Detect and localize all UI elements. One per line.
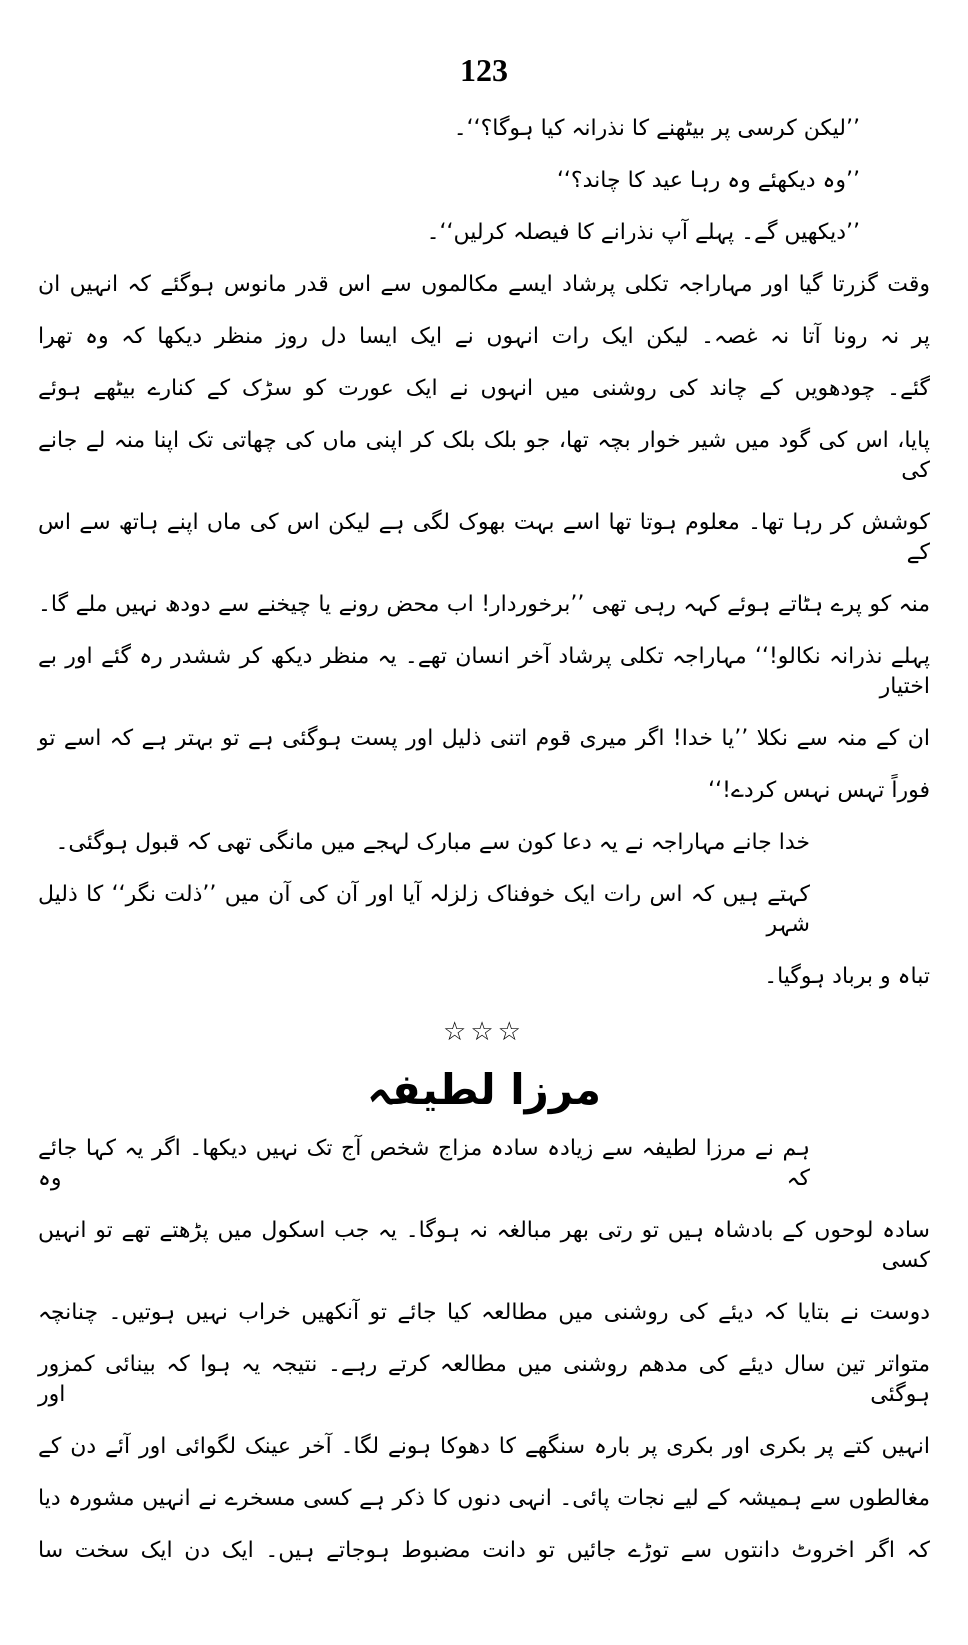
paragraph-line: خدا جانے مہاراجہ نے یہ دعا کون سے مبارک لہجے میں مانگی تھی کہ قبول ہوگئی۔ <box>55 830 810 855</box>
paragraph-line: کہ اگر اخروٹ دانتوں سے توڑے جائیں تو دانت مضبوط ہوجاتے ہیں۔ ایک دن ایک سخت سا <box>38 1538 930 1563</box>
paragraph-line: فوراً تہس نہس کردے!‘‘ <box>708 778 930 803</box>
paragraph-line: متواتر تین سال دیئے کی مدھم روشنی میں مطالعہ کرتے رہے۔ نتیجہ یہ ہوا کہ بینائی کمزور ہوگئی اور <box>38 1352 930 1407</box>
paragraph-line: گئے۔ چودھویں کے چاند کی روشنی میں انہوں نے ایک عورت کو سڑک کے کنارے بیٹھے ہوئے <box>38 376 930 401</box>
paragraph-line: کہتے ہیں کہ اس رات ایک خوفناک زلزلہ آیا اور آن کی آن میں ’’ذلت نگر‘‘ کا ذلیل شہر <box>38 882 810 937</box>
paragraph-line: پہلے نذرانہ نکالو!‘‘ مہاراجہ تکلی پرشاد آخر انسان تھے۔ یہ منظر دیکھ کر ششدر رہ گئے اور بے اختیار <box>38 644 930 699</box>
paragraph-line: انہیں کتے پر بکری اور بکری پر بارہ سنگھے کا دھوکا ہونے لگا۔ آخر عینک لگوائی اور آئے دن کے <box>38 1434 930 1459</box>
paragraph-line: سادہ لوحوں کے بادشاہ ہیں تو رتی بھر مبالغہ نہ ہوگا۔ یہ جب اسکول میں پڑھتے تھے تو انہیں کسی <box>38 1218 930 1273</box>
paragraph-line: پر نہ رونا آتا نہ غصہ۔ لیکن ایک رات انہوں نے ایک ایسا دل روز منظر دیکھا کہ وہ تھرا <box>38 324 930 349</box>
paragraph-line: پایا، اس کی گود میں شیر خوار بچہ تھا، جو بلک بلک کر اپنی ماں کی چھاتی تک اپنا منہ لے جانے کی <box>38 428 930 483</box>
paragraph-line: ان کے منہ سے نکلا ’’یا خدا! اگر میری قوم اتنی ذلیل اور پست ہوگئی ہے تو بہتر ہے کہ اسے تو <box>38 726 930 751</box>
section-separator-stars: ☆☆☆ <box>443 1017 525 1047</box>
paragraph-line: منہ کو پرے ہٹاتے ہوئے کہہ رہی تھی ’’برخوردار! اب محض رونے یا چیخنے سے دودھ نہیں ملے گا۔ <box>38 592 930 617</box>
chapter-title: مرزا لطیفہ <box>367 1065 601 1114</box>
chapter-body <box>38 1134 930 1566</box>
paragraph-line: تباہ و برباد ہوگیا۔ <box>764 964 930 989</box>
dialogue-line: ’’دیکھیں گے۔ پہلے آپ نذرانے کا فیصلہ کرلیں‘‘۔ <box>426 220 860 245</box>
paragraph-line: ہم نے مرزا لطیفہ سے زیادہ سادہ مزاج شخص آج تک نہیں دیکھا۔ اگر یہ کہا جائے کہ وہ <box>38 1136 810 1191</box>
paragraph-line: دوست نے بتایا کہ دیئے کی روشنی میں مطالعہ کیا جائے تو آنکھیں خراب نہیں ہوتیں۔ چنانچہ <box>38 1300 930 1325</box>
dialogue-line: ’’لیکن کرسی پر بیٹھنے کا نذرانہ کیا ہوگا؟‘‘۔ <box>453 116 860 141</box>
dialogue-line: ’’وہ دیکھئے وہ رہا عید کا چاند؟‘‘ <box>556 168 860 193</box>
paragraph-line: مغالطوں سے ہمیشہ کے لیے نجات پائی۔ انہی دنوں کا ذکر ہے کسی مسخرے نے انہیں مشورہ دیا <box>38 1486 930 1511</box>
page-number: 123 <box>460 52 508 88</box>
story-body <box>38 114 930 992</box>
paragraph-line: وقت گزرتا گیا اور مہاراجہ تکلی پرشاد ایسے مکالموں سے اس قدر مانوس ہوگئے کہ انہیں ان <box>38 272 930 297</box>
paragraph-line: کوشش کر رہا تھا۔ معلوم ہوتا تھا اسے بہت بھوک لگی ہے لیکن اس کی ماں اپنے ہاتھ سے اس کے <box>38 510 930 565</box>
